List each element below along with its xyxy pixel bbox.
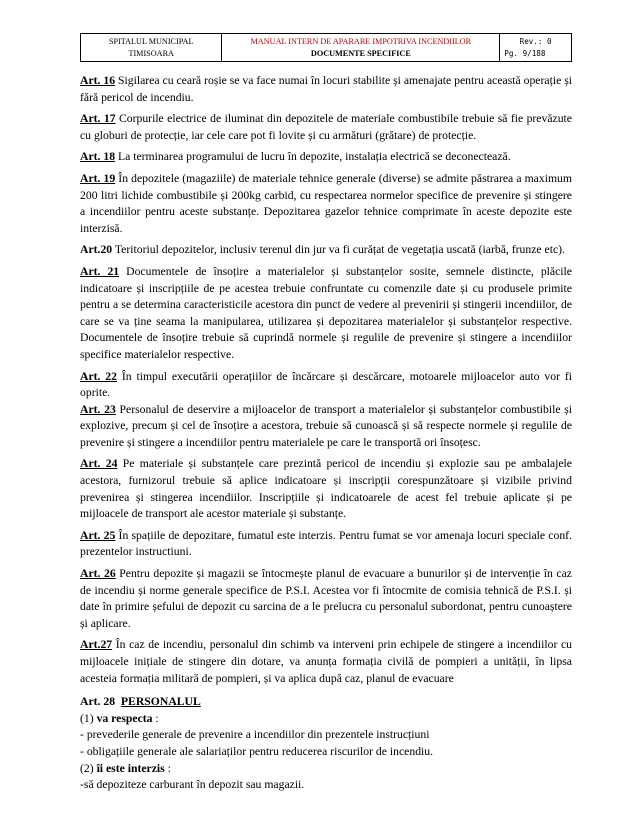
article-26 [80, 566, 572, 632]
article-label: Art. 25 [80, 528, 116, 542]
header-manual-line1: MANUAL INTERN DE APARARE IMPOTRIVA INCENDIILOR [250, 36, 472, 46]
header-revision: Rev.: 0 [519, 36, 552, 46]
article-label: Art.27 [80, 638, 113, 652]
list-item: - prevederile generale de prevenire a incendiilor din prezentele instrucțiuni [80, 728, 430, 742]
point-label: îi este interzis [96, 761, 165, 775]
header-institution-line2: TIMISOARA [128, 48, 174, 58]
header-manual-line2: DOCUMENTE SPECIFICE [310, 48, 411, 58]
article-19 [80, 171, 572, 237]
point-number: (1) [80, 711, 94, 725]
header-manual-title [222, 34, 500, 61]
article-23 [80, 402, 572, 452]
article-label: Art. 26 [80, 567, 116, 581]
article-20 [80, 242, 572, 259]
header-page-number: Pg. 9/188 [504, 48, 546, 58]
article-text: În timpul executării operațiilor de încărcare și descărcare, motoarele mijloacelor auto vor fi oprite. [80, 369, 572, 400]
point-suffix: : [164, 761, 171, 775]
article-text: În depozitele (magaziile) de materiale tehnice generale (diverse) se admite păstrarea a maximum 200 litri lichide combustibile și 200kg carbid, cu respectarea normelor specifice de prevenire și stingere a incendiilor pentru aceste substanțe. Depozitarea gazelor tehnice comprimate în aceste depozite este interzisă. [80, 171, 572, 235]
article-label: Art. 19 [80, 171, 116, 185]
article-text: Personalul de deservire a mijloacelor de transport a materialelor și substanțelor combustibile și explozive, precum și cel de însoțire a acestora, trebuie să cunoască și să respecte normele și regulile de prevenire și stingere a incendiilor pentru materialele pe care le transportă ori însoțesc. [80, 402, 573, 449]
article-17 [80, 111, 572, 144]
article-label: Art. 18 [80, 150, 116, 164]
article-text: Teritoriul depozitelor, inclusiv terenul din jur va fi curățat de vegetația uscată (iarbă, frunze etc). [112, 243, 565, 257]
article-28-title: PERSONALUL [120, 695, 201, 709]
article-28-point-1 [80, 711, 572, 728]
list-item: - obligațiile generale ale salariaților pentru reducerea riscurilor de incendiu. [80, 744, 434, 758]
article-text: La terminarea programului de lucru în depozite, instalația electrică se deconectează. [115, 150, 511, 164]
article-label: Art. 21 [80, 264, 120, 278]
article-text: Pe materiale și substanțele care prezintă pericol de incendiu și explozie sau pe ambalajele acestora, furnizorul trebuie să aplice indicatoare și inscripții corespunzătoare și vizibile privind prevenirea și stingerea incendiilor. Inscripțiile și indicatoarele de acest fel trebuie aplicate și pe mijloacele de transport ale acestor materiale și substanțe. [80, 457, 572, 521]
header-institution [81, 34, 222, 61]
point-number: (2) [80, 761, 94, 775]
article-label: Art. 23 [80, 402, 116, 416]
header-revision-page [500, 34, 571, 61]
document-header [80, 33, 572, 62]
article-text: Pentru depozite și magazii se întocmește planul de evacuare a bunurilor și de intervenție în caz de incendiu și norme generale specifice de P.S.I. Acestea vor fi întocmite de comisia tehnică de P.S.I. și date în primire șefului de depozit cu sarcina de a le prelucra cu personalul subordonat, pentru cunoaștere și aplicare. [80, 567, 572, 630]
header-institution-line1: SPITALUL MUNICIPAL [108, 36, 194, 46]
document-body [80, 73, 572, 794]
article-18 [80, 149, 572, 166]
article-21 [80, 264, 572, 364]
article-label: Art. 28 [80, 695, 116, 709]
article-22 [80, 369, 572, 402]
point-suffix: : [152, 711, 159, 725]
article-text: Corpurile electrice de iluminat din depozitele de materiale combustibile trebuie să fie prevăzute cu globuri de protecție, iar cele care pot fi lovite și cu armături (grătare) de protecție. [80, 112, 572, 142]
point-label: va respecta [96, 711, 153, 725]
article-label: Art. 17 [80, 112, 116, 126]
article-label: Art. 16 [80, 74, 116, 87]
article-28-heading [80, 694, 572, 711]
article-27 [80, 637, 572, 687]
article-text: În spațiile de depozitare, fumatul este interzis. Pentru fumat se vor amenaja locuri speciale conf. prezentelor instructiuni. [80, 528, 572, 559]
article-text: În caz de incendiu, personalul din schimb va interveni prin echipele de stingere a incendiilor cu mijloacele inițiale de stingere din dotare, va anunța formația civilă de pompieri a unității, în lipsa acesteia formația militară de pompieri, și va aplica după caz, planul de evacuare [80, 638, 572, 685]
article-28-point-2 [80, 761, 572, 778]
article-label: Art. 22 [80, 369, 117, 383]
list-item: -să depoziteze carburant în depozit sau magazii. [80, 778, 305, 792]
article-label: Art.20 [80, 243, 113, 257]
article-16 [80, 73, 572, 106]
article-24 [80, 456, 572, 522]
article-28 [80, 694, 572, 794]
article-label: Art. 24 [80, 457, 118, 471]
article-text: Documentele de însoțire a materialelor și substanțelor sosite, semnele distincte, plăcile indicatoare și inscripțiile de pe acestea trebuie confruntate cu comenzile date și cu produsele primite pentru a se determina caracteristicile acestora din punct de vedere al prevenirii și stingerii incendiilor, de care se va ține seama la manipularea, utilizarea și depozitarea materialelor și substanțelor respective. Documentele de însoțire trebuie să cuprindă normele și regulile de prevenire și stingere a incendiilor specifice materialelor respective. [80, 264, 572, 361]
article-25 [80, 528, 572, 561]
article-text: Sigilarea cu ceară roșie se va face numai în locuri stabilite și amenajate pentru această operație și fără pericol de incendiu. [80, 74, 572, 104]
